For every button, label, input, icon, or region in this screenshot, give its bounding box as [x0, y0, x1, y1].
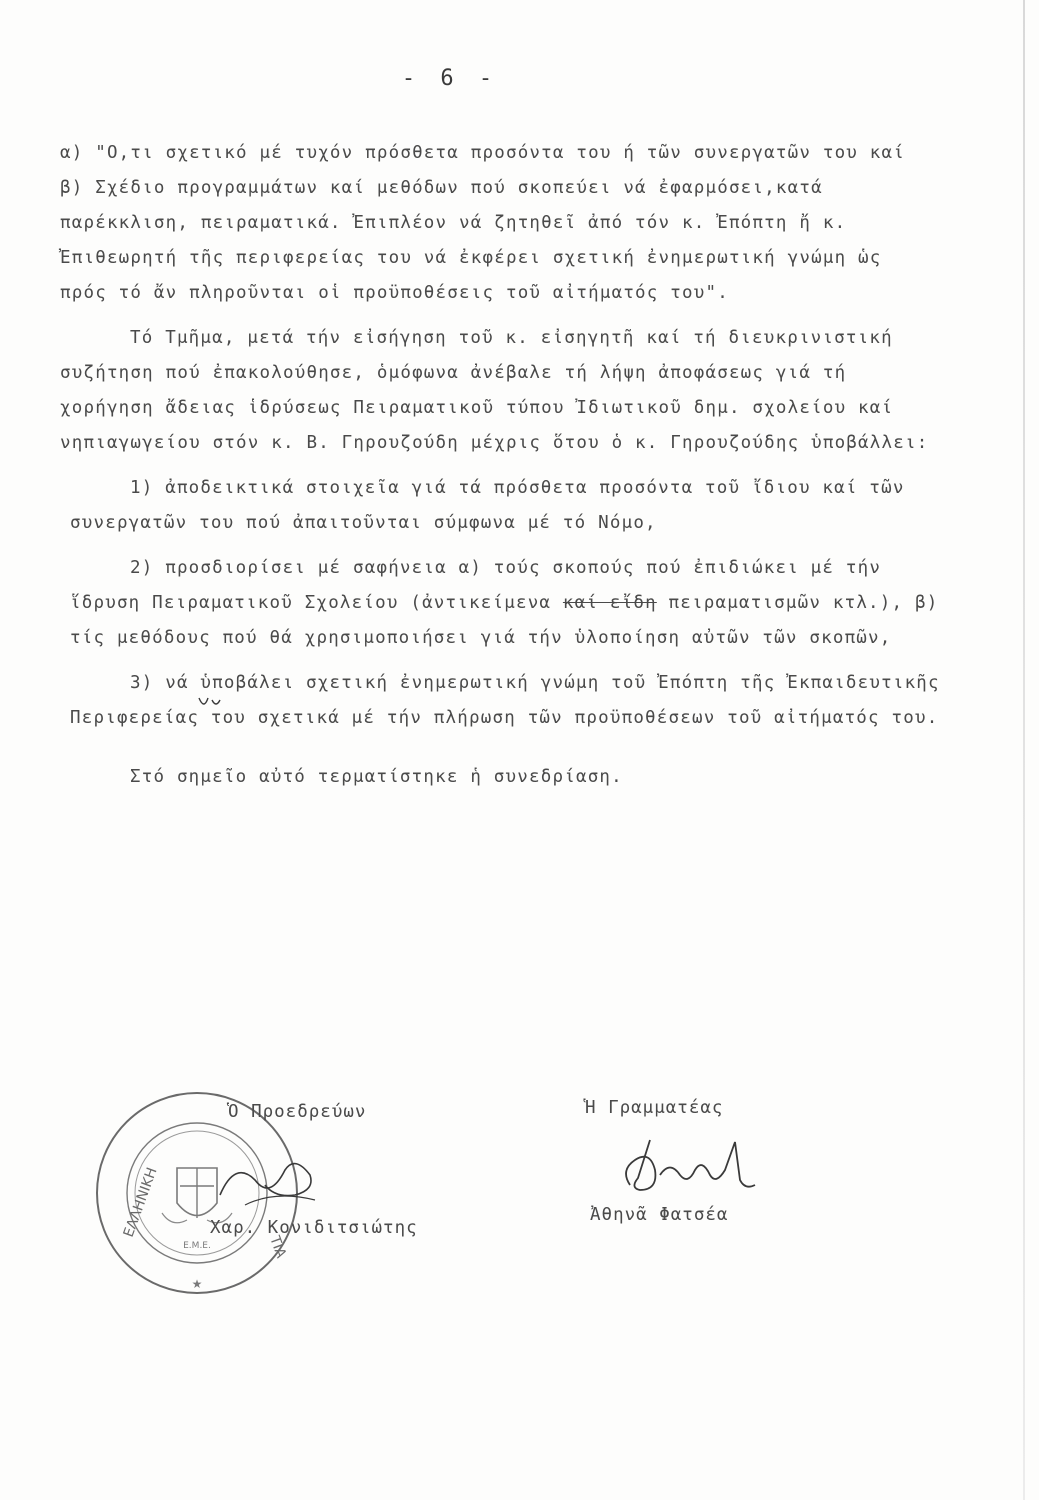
page-edge: [1023, 0, 1025, 1500]
closing-sentence: Στό σημεῖο αὐτό τερματίστηκε ἡ συνεδρίαση.: [130, 767, 623, 787]
secretary-name: Ἀθηνᾶ Φατσέα: [590, 1205, 729, 1225]
list-item-3: 3) νά ὑποβάλει σχετική ἐνημερωτική γνώμη τοῦ Ἐπόπτη τῆς Ἐκπαιδευτικῆς Περιφερείας του σχετικά μέ τήν πλήρωση τῶν προϋποθέσεων τοῦ αἰτήματός του.: [70, 673, 940, 728]
paragraph-quoted-proposal: α) "Ο,τι σχετικό μέ τυχόν πρόσθετα προσόντα του ή τῶν συνεργατῶν του καί β) Σχέδιο προγραμμάτων καί μεθόδων πού σκοπεύει νά ἐφαρμόσει,κατά παρέκκλιση, πειραματικά. Ἐπιπλέον νά ζητηθεῖ ἀπό τόν κ. Ἐπόπτη ἤ κ. Ἐπιθεωρητή τῆς περιφερείας του νά ἐκφέρει σχετική ἐνημερωτική γνώμη ὡς πρός τό ἄν πληροῦνται οἱ προϋποθέσεις τοῦ αἰτήματός του".: [60, 143, 905, 303]
list-item-2: [60, 551, 940, 656]
handwritten-insert-mark: [196, 694, 236, 716]
list-item-1: 1) ἀποδεικτικά στοιχεῖα γιά τά πρόσθετα προσόντα τοῦ ἴδιου καί τῶν συνεργατῶν του πού ἀπαιτοῦνται σύμφωνα μέ τό Νόμο,: [70, 478, 905, 533]
chairman-title: Ὁ Προεδρεύων: [228, 1102, 367, 1122]
secretary-signature: [610, 1130, 760, 1205]
svg-text:ΤΙΑ: ΤΙΑ: [266, 1233, 289, 1261]
document-body: [60, 136, 940, 795]
svg-text:★: ★: [191, 1277, 203, 1291]
chairman-signature: [215, 1150, 325, 1220]
struck-text: καί εἴδη: [562, 593, 657, 613]
list-item-2-text: 2) προσδιορίσει μέ σαφήνεια α) τούς σκοπούς πού ἐπιδιώκει μέ τήν ἵδρυση Πειραματικοῦ Σχολείου (ἀντικείμενα: [70, 558, 882, 613]
paragraph-decision: Τό Τμῆμα, μετά τήν εἰσήγηση τοῦ κ. εἰσηγητῆ καί τή διευκρινιστική συζήτηση πού ἐπακολούθησε, ὁμόφωνα ἀνέβαλε τή λήψη ἀποφάσεως γιά τή χορήγηση ἄδειας ἱδρύσεως Πειραματικοῦ τύπου Ἰδιωτικοῦ δημ. σχολείου καί νηπιαγωγείου στόν κ. Β. Γηρουζούδη μέχρις ὅτου ὁ κ. Γηρουζούδης ὑποβάλλει:: [60, 328, 929, 453]
chairman-name: Χαρ. Κονιδιτσιώτης: [210, 1218, 418, 1238]
svg-text:Ε.Μ.Ε.: Ε.Μ.Ε.: [183, 1241, 211, 1251]
svg-text:ΕΛΛΗΝΙΚΗ: ΕΛΛΗΝΙΚΗ: [120, 1165, 161, 1240]
secretary-title: Ἡ Γραμματέας: [585, 1098, 724, 1118]
list-item-2-text-continued: πειραματισμῶν κτλ.), β) τίς μεθόδους πού θά χρησιμοποιήσει γιά τήν ὑλοποίηση αὐτῶν τῶν σκοπῶν,: [70, 593, 939, 648]
page-number: - 6 -: [401, 66, 499, 91]
